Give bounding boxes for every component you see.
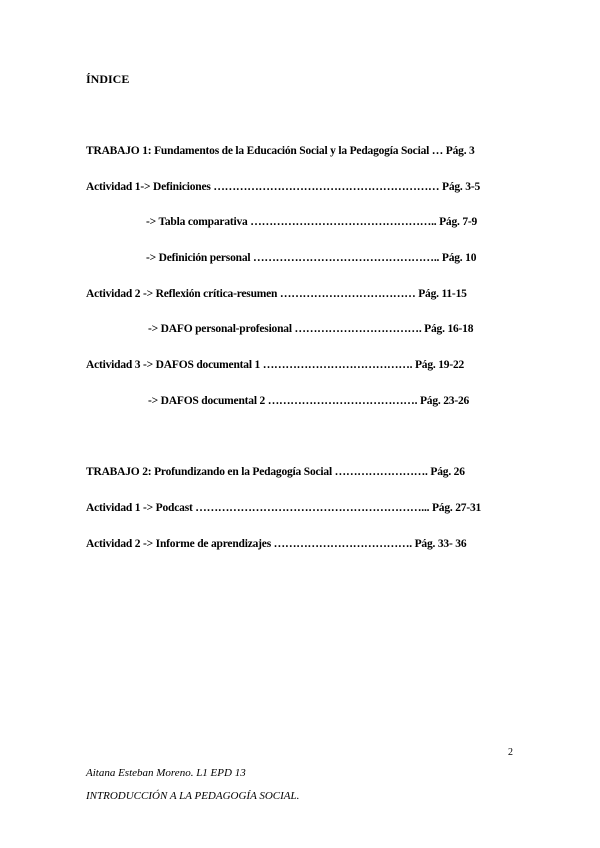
toc-entry-actividad-2-reflexion: Actividad 2 -> Reflexión crítica-resumen ……………………………… Pág. 11-15 (86, 288, 467, 300)
toc-entry-actividad-2-informe: Actividad 2 -> Informe de aprendizajes ………………………………. Pág. 33- 36 (86, 538, 467, 550)
footer-course: INTRODUCCIÓN A LA PEDAGOGÍA SOCIAL. (86, 790, 300, 802)
toc-entry-dafos-documental-2: -> DAFOS documental 2 …………………………………. Pág. 23-26 (148, 395, 470, 407)
toc-entry-definicion-personal: -> Definición personal ………………………………………….. Pág. 10 (146, 252, 477, 264)
page-number: 2 (508, 747, 513, 758)
toc-entry-trabajo-2: TRABAJO 2: Profundizando en la Pedagogía Social ……………………. Pág. 26 (86, 466, 465, 478)
toc-entry-dafo-personal: -> DAFO personal-profesional ……………………………. Pág. 16-18 (148, 323, 474, 335)
toc-entry-trabajo-1: TRABAJO 1: Fundamentos de la Educación Social y la Pedagogía Social … Pág. 3 (86, 145, 475, 157)
toc-entry-tabla-comparativa: -> Tabla comparativa ………………………………………….. Pág. 7-9 (146, 216, 478, 228)
footer-author: Aitana Esteban Moreno. L1 EPD 13 (86, 767, 246, 779)
toc-entry-actividad-1-podcast: Actividad 1 -> Podcast ……………………………………………………... Pág. 27-31 (86, 502, 482, 514)
toc-entry-actividad-3-dafos-1: Actividad 3 -> DAFOS documental 1 …………………………………. Pág. 19-22 (86, 359, 465, 371)
toc-entry-actividad-1-definiciones: Actividad 1-> Definiciones …………………………………………………… Pág. 3-5 (86, 181, 481, 193)
page-title: ÍNDICE (86, 72, 130, 86)
